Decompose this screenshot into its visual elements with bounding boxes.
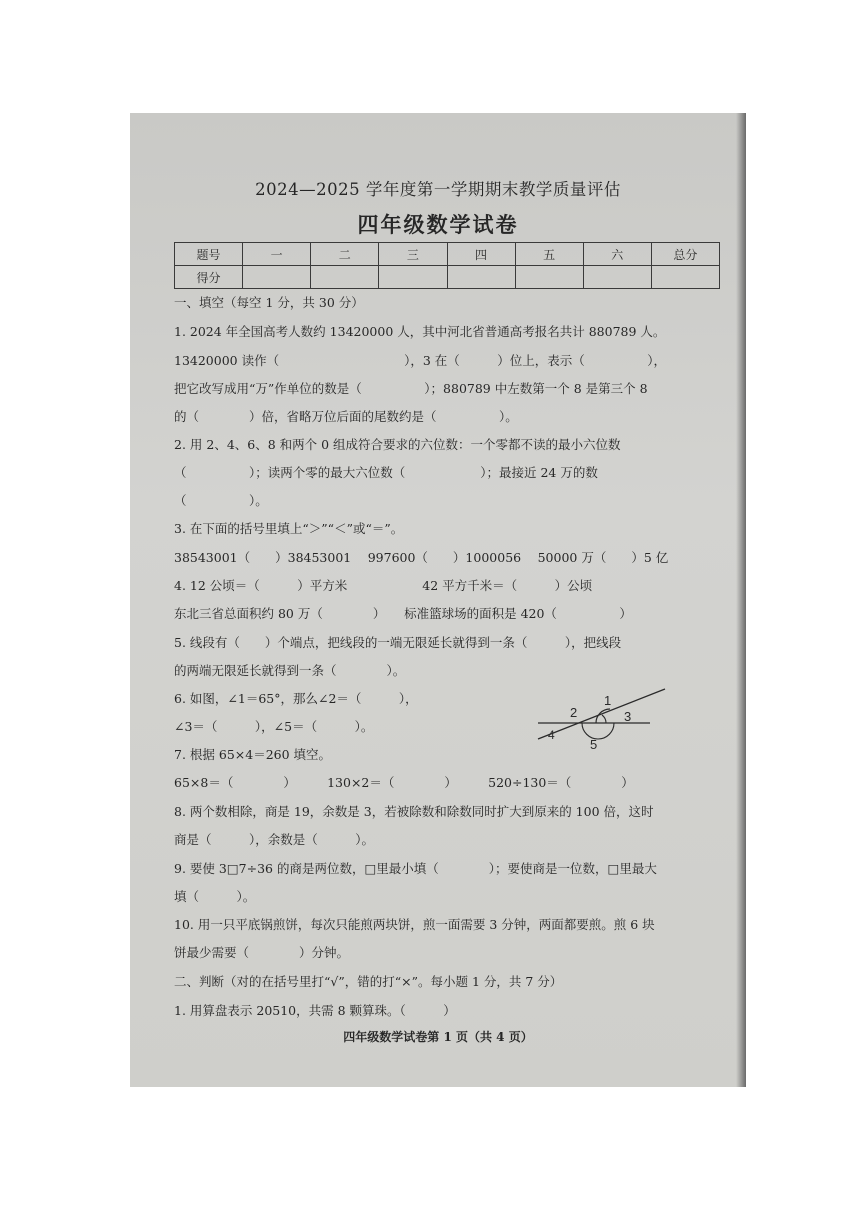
question-line: 4. 12 公顷＝（ ）平方米 42 平方千米＝（ ）公顷 (174, 578, 593, 593)
score-table-cell: 总分 (651, 243, 719, 266)
angle-figure (530, 685, 670, 757)
score-table-cell: 四 (447, 243, 515, 266)
question-line: 1. 用算盘表示 20510，共需 8 颗算珠。（ ） (174, 1003, 456, 1018)
question-line: 的两端无限延长就得到一条（ ）。 (174, 663, 406, 678)
question-line: 6. 如图，∠1＝65°，那么∠2＝（ ）， (174, 691, 418, 706)
section-heading: 二、判断（对的在括号里打“√”，错的打“×”。每小题 1 分，共 7 分） (174, 974, 563, 989)
score-table-cell: 五 (515, 243, 583, 266)
score-table-header-row (175, 243, 720, 266)
exam-photo (130, 113, 746, 1087)
score-table-blank-cell (243, 266, 311, 289)
figure-line-slanted (538, 689, 665, 739)
score-table-blank-cell (651, 266, 719, 289)
question-line: 9. 要使 3□7÷36 的商是两位数，□里最小填（ ）；要使商是一位数，□里最大 (174, 861, 657, 876)
score-table (174, 242, 720, 289)
figure-angle-arc (582, 723, 614, 739)
score-table-score-row (175, 266, 720, 289)
score-table-cell: 六 (583, 243, 651, 266)
question-line: （ ）；读两个零的最大六位数（ ）；最接近 24 万的数 (174, 465, 598, 480)
score-table-cell: 题号 (175, 243, 243, 266)
score-table-cell: 三 (379, 243, 447, 266)
question-line: 5. 线段有（ ）个端点，把线段的一端无限延长就得到一条（ ），把线段 (174, 635, 622, 650)
question-line: 2. 用 2、4、6、8 和两个 0 组成符合要求的六位数：一个零都不读的最小六位数 (174, 437, 621, 452)
question-line: 填（ ）。 (174, 889, 256, 904)
question-line: 38543001（ ）38453001 997600（ ）1000056 50000 万（ ）5 亿 (174, 550, 669, 565)
question-line: 东北三省总面积约 80 万（ ） 标准篮球场的面积是 420（ ） (174, 606, 632, 621)
question-line: 的（ ）倍，省略万位后面的尾数约是（ ）。 (174, 409, 518, 424)
page-footer: 四年级数学试卷第 1 页（共 4 页） (343, 1030, 533, 1044)
question-line: 7. 根据 65×4＝260 填空。 (174, 747, 332, 762)
figure-label-1: 1 (604, 693, 612, 708)
question-line: 3. 在下面的括号里填上“＞”“＜”或“＝”。 (174, 521, 404, 536)
score-table-cell: 得分 (175, 266, 243, 289)
question-line: 把它改写成用“万”作单位的数是（ ）；880789 中左数第一个 8 是第三个 8 (174, 381, 648, 396)
question-line: 饼最少需要（ ）分钟。 (174, 945, 350, 960)
score-table-blank-cell (447, 266, 515, 289)
section-heading: 一、填空（每空 1 分，共 30 分） (174, 295, 364, 310)
score-table-blank-cell (379, 266, 447, 289)
score-table-cell: 二 (311, 243, 379, 266)
score-table-blank-cell (583, 266, 651, 289)
figure-label-4: 4 (548, 728, 555, 742)
score-table-blank-cell (311, 266, 379, 289)
figure-label-5: 5 (590, 737, 598, 752)
exam-title: 2024—2025 学年度第一学期期末教学质量评估 (255, 180, 621, 199)
figure-angle-arc (602, 715, 606, 723)
question-line: 10. 用一只平底锅煎饼，每次只能煎两块饼，煎一面需要 3 分钟，两面都要煎。煎 6 块 (174, 917, 655, 932)
score-table-blank-cell (515, 266, 583, 289)
score-table-cell: 一 (243, 243, 311, 266)
question-line: 1. 2024 年全国高考人数约 13420000 人，其中河北省普通高考报名共计 880789 人。 (174, 324, 666, 339)
question-line: （ ）。 (174, 493, 268, 508)
exam-subtitle: 四年级数学试卷 (357, 212, 519, 237)
figure-label-3: 3 (624, 709, 632, 724)
question-line: 8. 两个数相除，商是 19，余数是 3，若被除数和除数同时扩大到原来的 100 倍，这时 (174, 804, 654, 819)
question-line: 商是（ ），余数是（ ）。 (174, 832, 375, 847)
figure-label-2: 2 (570, 705, 578, 720)
question-line: ∠3＝（ ），∠5＝（ ）。 (174, 719, 374, 734)
question-line: 65×8＝（ ） 130×2＝（ ） 520÷130＝（ ） (174, 775, 634, 790)
question-line: 13420000 读作（ ），3 在（ ）位上，表示（ ）， (174, 353, 667, 368)
